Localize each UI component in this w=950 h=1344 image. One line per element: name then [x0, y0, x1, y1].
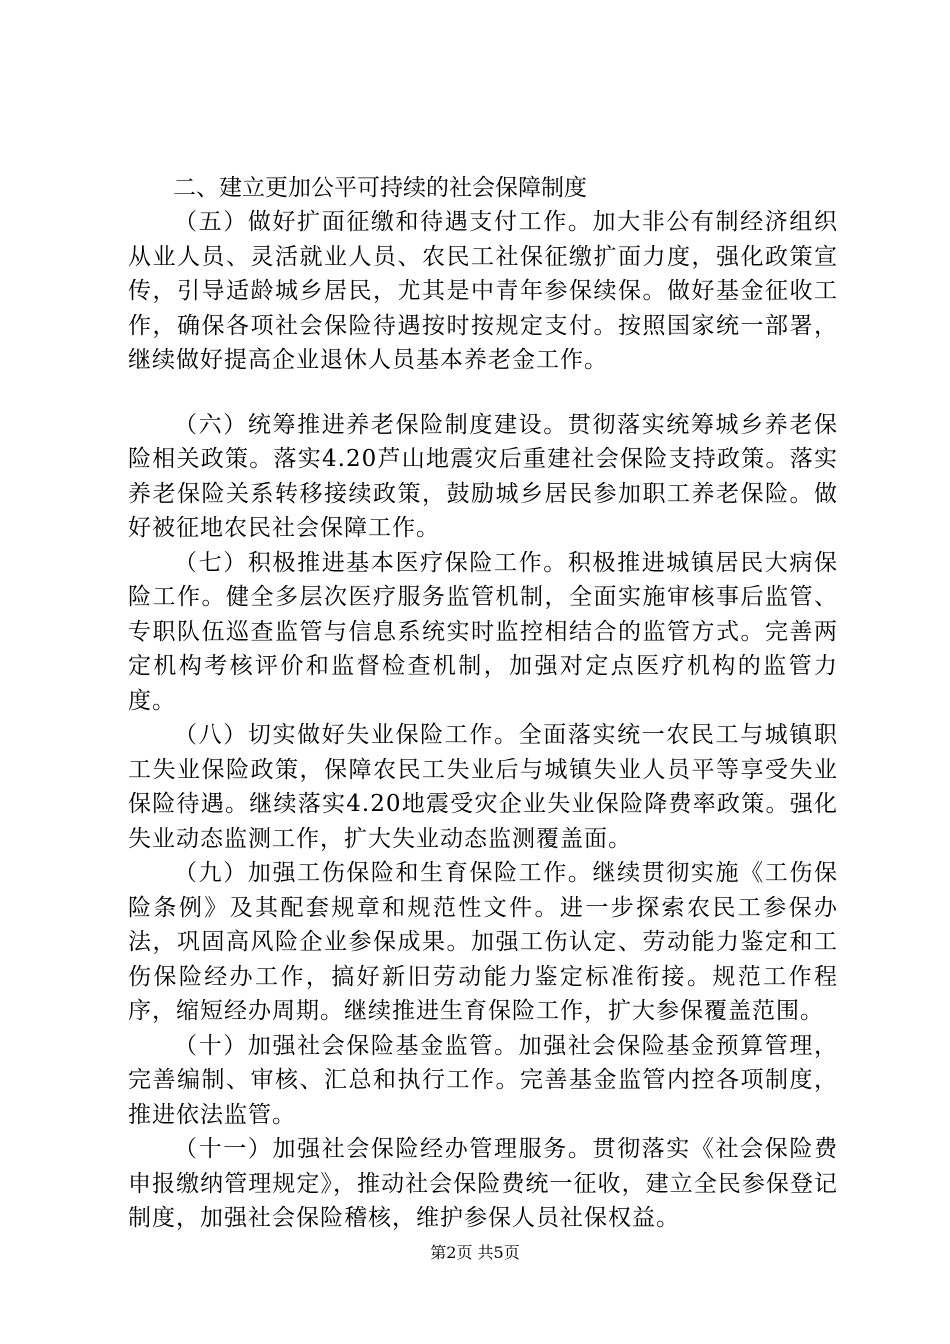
paragraph-11: （十一）加强社会保险经办管理服务。贯彻落实《社会保险费申报缴纳管理规定》，推动社会保险费统一征收，建立全民参保登记制度，加强社会保险稽核，维护参保人员社保权益。 [128, 1136, 838, 1231]
paragraph-9: （九）加强工伤保险和生育保险工作。继续贯彻实施《工伤保险条例》及其配套规章和规范性文件。进一步探索农民工参保办法，巩固高风险企业参保成果。加强工伤认定、劳动能力鉴定和工伤保险经办工作，搞好新旧劳动能力鉴定标准衔接。规范工作程序，缩短经办周期。继续推进生育保险工作，扩大参保覆盖范围。 [128, 860, 838, 1024]
page-number-footer: 第2页 共5页 [430, 1243, 520, 1262]
paragraph-6: （六）统筹推进养老保险制度建设。贯彻落实统筹城乡养老保险相关政策。落实4.20芦山地震灾后重建社会保险支持政策。落实养老保险关系转移接续政策，鼓励城乡居民参加职工养老保险。做好被征地农民社会保障工作。 [128, 411, 838, 541]
section-heading: 二、建立更加公平可持续的社会保障制度 [173, 175, 587, 201]
paragraph-10: （十）加强社会保险基金监管。加强社会保险基金预算管理，完善编制、审核、汇总和执行工作。完善基金监管内控各项制度，推进依法监管。 [128, 1032, 838, 1128]
paragraph-5: （五）做好扩面征缴和待遇支付工作。加大非公有制经济组织从业人员、灵活就业人员、农民工社保征缴扩面力度，强化政策宣传，引导适龄城乡居民，尤其是中青年参保续保。做好基金征收工作，确保各项社会保险待遇按时按规定支付。按照国家统一部署，继续做好提高企业退休人员基本养老金工作。 [128, 209, 838, 373]
document-body [128, 171, 838, 1236]
paragraph-7: （七）积极推进基本医疗保险工作。积极推进城镇居民大病保险工作。健全多层次医疗服务监管机制，全面实施审核事后监管、专职队伍巡查监管与信息系统实时监控相结合的监管方式。完善两定机构考核评价和监督检查机制，加强对定点医疗机构的监管力度。 [128, 549, 838, 714]
paragraph-8: （八）切实做好失业保险工作。全面落实统一农民工与城镇职工失业保险政策，保障农民工失业后与城镇失业人员平等享受失业保险待遇。继续落实4.20地震受灾企业失业保险降费率政策。强化失业动态监测工作，扩大失业动态监测覆盖面。 [128, 722, 838, 852]
